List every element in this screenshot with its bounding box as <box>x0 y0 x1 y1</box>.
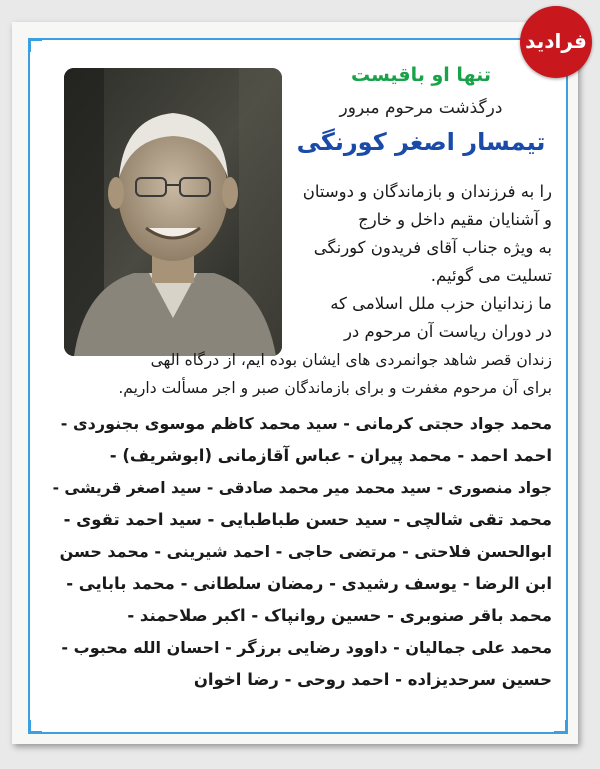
signatory-line: محمد جواد حجتی کرمانی - سید محمد کاظم موسوی بجنوردی - <box>60 414 552 433</box>
logo-text: فرادید <box>525 29 587 53</box>
announcement-frame <box>28 38 568 734</box>
signatory-line: ابن الرضا - یوسف رشیدی - رمضان سلطانی - محمد بابایی - <box>66 574 552 593</box>
fararu-logo <box>520 6 592 78</box>
statement-line: برای آن مرحوم مغفرت و برای بازماندگان صبر و اجر مسألت داریم. <box>118 379 552 397</box>
statement-line: در دوران ریاست آن مرحوم در <box>343 322 552 341</box>
condolence-line: و آشنایان مقیم داخل و خارج <box>358 210 552 229</box>
frame-corner-ornament <box>554 720 568 734</box>
condolence-line: تسلیت می گوئیم. <box>430 266 552 285</box>
portrait-photo <box>64 68 282 356</box>
frame-corner-ornament <box>28 38 42 52</box>
signatory-line: محمد علی جمالیان - داوود رضایی برزگر - احسان الله محبوب - <box>61 638 552 657</box>
intro-text: درگذشت مرحوم مبرور <box>339 98 503 118</box>
signatory-line: جواد منصوری - سید محمد میر محمد صادقی - سید اصغر قریشی - <box>52 479 552 497</box>
statement-line: ما زندانیان حزب ملل اسلامی که <box>330 294 552 313</box>
frame-corner-ornament <box>28 720 42 734</box>
signatory-line: محمد باقر صنوبری - حسین روانپاک - اکبر صلاحمند - <box>127 606 552 625</box>
condolence-line: به ویژه جناب آقای فریدون کورنگی <box>313 238 552 257</box>
slogan: تنها او باقیست <box>350 64 492 86</box>
statement-line: زندان قصر شاهد جوانمردی های ایشان بوده ایم، از درگاه الهی <box>150 351 552 369</box>
condolence-line: را به فرزندان و بازماندگان و دوستان <box>302 182 552 201</box>
deceased-name: تیمسار اصغر کورنگی <box>296 128 546 156</box>
signatory-line: محمد تقی شالچی - سید حسن طباطبایی - سید احمد تقوی - <box>63 510 552 529</box>
signatory-line: احمد احمد - محمد پیران - عباس آقازمانی (ابوشریف) - <box>109 446 552 465</box>
signatory-line: حسین سرحدیزاده - احمد روحی - رضا اخوان <box>193 670 552 689</box>
signatory-line: ابوالحسن فلاحتی - مرتضی حاجی - احمد شیرینی - محمد حسن <box>59 542 552 561</box>
